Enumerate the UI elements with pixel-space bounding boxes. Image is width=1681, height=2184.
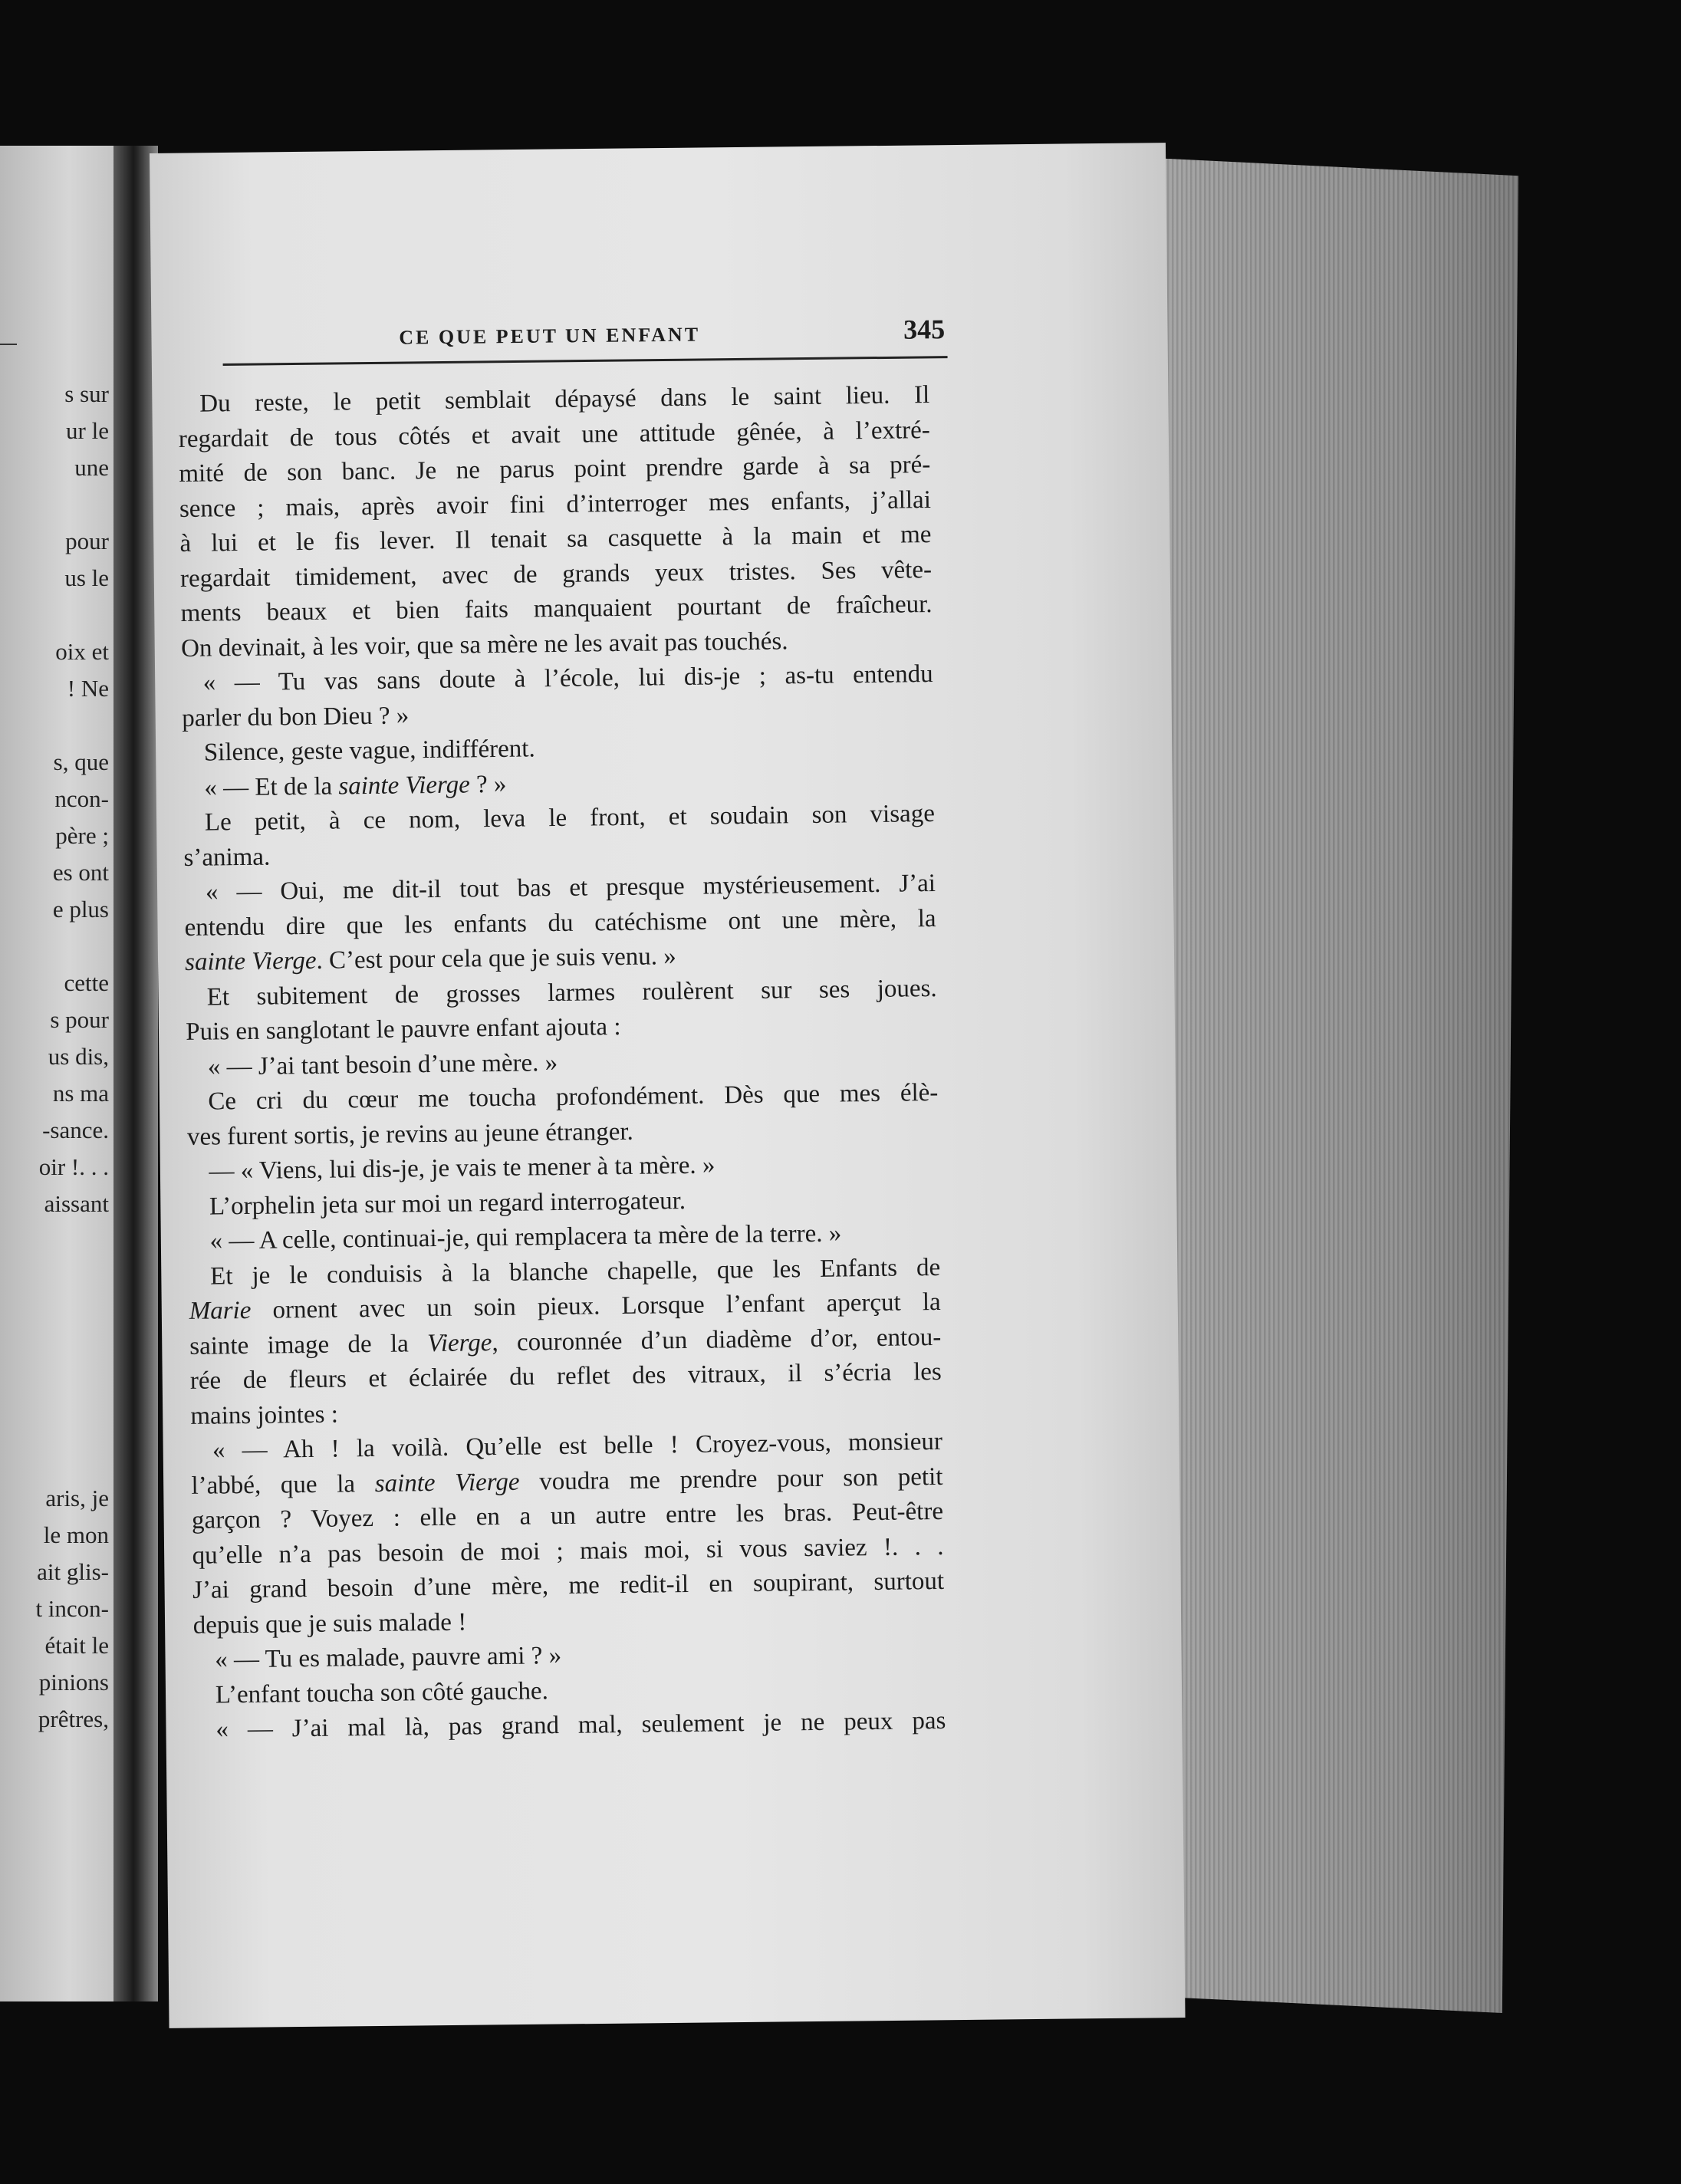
text-line: « — Tu es malade, pauvre ami ? » xyxy=(215,1642,562,1674)
text-line: mains jointes : xyxy=(190,1400,339,1430)
text-line: sence ; mais, après avoir fini d’interroger mes enfants, j’allai xyxy=(179,485,932,523)
left-text-fragment: us dis, xyxy=(48,1043,109,1070)
left-text-fragment xyxy=(2,1296,109,1333)
left-text-fragment xyxy=(2,928,109,965)
left-text-fragment: une xyxy=(74,454,109,481)
text-line: Puis en sanglotant le pauvre enfant ajouta : xyxy=(186,1013,621,1046)
text-line: depuis que je suis malade ! xyxy=(192,1608,467,1640)
running-title: CE QUE PEUT UN ENFANT xyxy=(399,323,701,349)
left-page-text xyxy=(2,376,109,1738)
text-line: Silence, geste vague, indifférent. xyxy=(203,735,535,767)
left-text-fragment xyxy=(2,1370,109,1406)
text-line: « — Ah ! la voilà. Qu’elle est belle ! Croyez-vous, monsieur xyxy=(212,1427,943,1465)
left-text-fragment: s pour xyxy=(50,1006,109,1033)
left-text-fragment xyxy=(2,707,109,744)
left-text-fragment: us le xyxy=(64,564,109,591)
page-number: 345 xyxy=(903,314,946,345)
text-line: regardait de tous côtés et avait une attitude gênée, à l’extré- xyxy=(178,416,930,453)
left-text-fragment: père ; xyxy=(55,822,109,849)
left-text-fragment: cette xyxy=(64,969,109,996)
text-line: s’anima. xyxy=(183,843,271,872)
body-text xyxy=(178,378,946,1748)
text-line: mité de son banc. Je ne parus point prendre garde à sa pré- xyxy=(179,451,931,488)
text-line: qu’elle n’a pas besoin de moi ; mais moi, si vous saviez !. . . xyxy=(192,1532,944,1570)
text-line: Et subitement de grosses larmes roulèrent sur ses joues. xyxy=(206,974,937,1011)
text-line: rée de fleurs et éclairée du reflet des vitraux, il s’écria les xyxy=(189,1357,942,1395)
left-text-fragment xyxy=(2,1406,109,1443)
left-text-fragment: prêtres, xyxy=(38,1705,109,1732)
left-text-fragment xyxy=(2,486,109,523)
text-line: à lui et le fis lever. Il tenait sa casquette à la main et me xyxy=(179,521,932,558)
text-line: sainte image de la Vierge, couronnée d’un diadème d’or, entou- xyxy=(189,1323,942,1360)
text-line: entendu dire que les enfants du catéchisme ont une mère, la xyxy=(184,904,936,942)
text-line: On devinait, à les voir, que sa mère ne les avait pas touchés. xyxy=(180,627,788,663)
text-line: J’ai grand besoin d’une mère, me redit-il en soupirant, surtout xyxy=(192,1567,945,1604)
left-header-rule xyxy=(0,344,17,345)
book-gutter xyxy=(113,146,158,2001)
text-line: Le petit, à ce nom, leva le front, et soudain son visage xyxy=(204,799,936,837)
text-line: L’orphelin jeta sur moi un regard interrogateur. xyxy=(209,1186,686,1221)
left-text-fragment: es ont xyxy=(52,859,109,886)
left-text-fragment: oix et xyxy=(55,638,109,665)
left-text-fragment: -sance. xyxy=(42,1117,109,1143)
left-text-fragment: le mon xyxy=(43,1521,109,1548)
left-text-fragment: ! Ne xyxy=(67,675,109,702)
left-text-fragment xyxy=(2,1259,109,1296)
text-line: Et je le conduisis à la blanche chapelle, que les Enfants de xyxy=(209,1253,941,1291)
left-text-fragment xyxy=(2,1443,109,1480)
text-line: Marie ornent avec un soin pieux. Lorsque l’enfant aperçut la xyxy=(189,1288,941,1325)
left-text-fragment: s sur xyxy=(64,380,109,407)
text-line: l’abbé, que la sainte Vierge voudra me prendre pour son petit xyxy=(191,1462,943,1500)
text-line: parler du bon Dieu ? » xyxy=(182,701,410,732)
text-line: « — J’ai tant besoin d’une mère. » xyxy=(207,1048,558,1081)
text-line: « — Oui, me dit-il tout bas et presque mystérieusement. J’ai xyxy=(205,869,936,906)
left-text-fragment: s, que xyxy=(53,748,109,775)
left-text-fragment: ncon- xyxy=(54,785,109,812)
page-header xyxy=(222,313,951,359)
left-text-fragment: ait glis- xyxy=(37,1558,109,1585)
text-line: regardait timidement, avec de grands yeux tristes. Ses vête- xyxy=(179,555,933,593)
left-text-fragment: pour xyxy=(65,528,109,554)
left-text-fragment xyxy=(2,1333,109,1370)
text-line: « — J’ai mal là, pas grand mal, seulement je ne peux pas xyxy=(215,1706,946,1744)
text-line: « — Tu vas sans doute à l’école, lui dis-je ; as-tu entendu xyxy=(202,659,933,697)
left-text-fragment: aissant xyxy=(44,1190,109,1217)
left-text-fragment: e plus xyxy=(52,896,109,923)
left-text-fragment: t incon- xyxy=(35,1595,109,1622)
left-text-fragment: ns ma xyxy=(52,1080,109,1107)
left-text-fragment: était le xyxy=(44,1632,109,1659)
left-facing-page xyxy=(0,146,115,2001)
left-text-fragment xyxy=(2,597,109,633)
text-line: Du reste, le petit semblait dépaysé dans le saint lieu. Il xyxy=(199,381,930,418)
text-line: — « Viens, lui dis-je, je vais te mener à ta mère. » xyxy=(209,1151,715,1186)
left-text-fragment: ur le xyxy=(66,417,109,444)
left-text-fragment: pinions xyxy=(38,1669,109,1696)
text-line: sainte Vierge. C’est pour cela que je suis venu. » xyxy=(184,942,676,976)
text-line: L’enfant toucha son côté gauche. xyxy=(215,1676,549,1709)
text-line: « — A celle, continuai-je, qui remplacera ta mère de la terre. » xyxy=(209,1219,842,1255)
text-line: ments beaux et bien faits manquaient pourtant de fraîcheur. xyxy=(180,590,933,627)
text-line: garçon ? Voyez : elle en a un autre entre les bras. Peut-être xyxy=(191,1497,944,1534)
left-text-fragment: aris, je xyxy=(45,1485,109,1511)
left-text-fragment xyxy=(2,1222,109,1259)
text-line: Ce cri du cœur me toucha profondément. Dès que mes élè- xyxy=(208,1078,939,1116)
text-line: ves furent sortis, je revins au jeune étranger. xyxy=(186,1117,634,1151)
text-line: « — Et de la sainte Vierge ? » xyxy=(204,770,507,802)
left-text-fragment: oir !. . . xyxy=(38,1153,109,1180)
